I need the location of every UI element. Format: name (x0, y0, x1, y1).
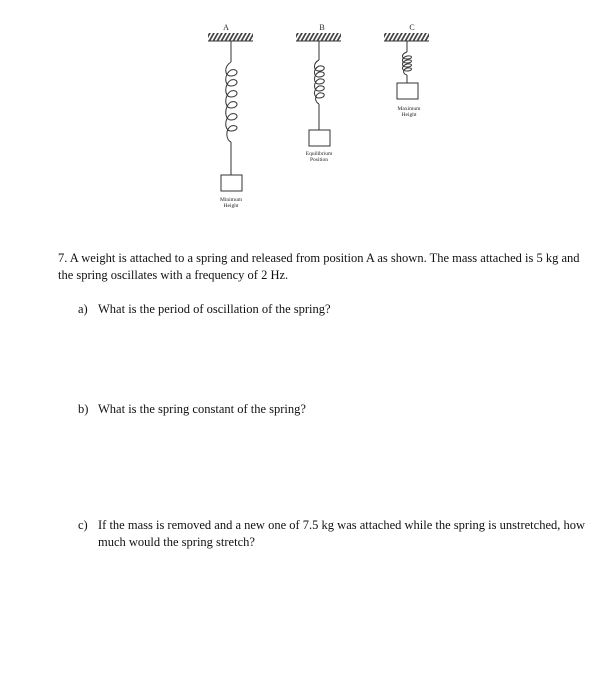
mass-c (397, 83, 418, 99)
ceiling-b-hatch (296, 33, 341, 41)
spring-a-caption-2: Height (223, 203, 239, 209)
spring-a-label: A (223, 23, 229, 32)
question-intro: 7. A weight is attached to a spring and released from position A as shown. The mass attached is 5 kg and the spring oscillates with a frequency of 2 Hz. (58, 251, 580, 282)
spring-a (208, 23, 253, 209)
spring-b (296, 23, 341, 163)
part-c-label: c) (78, 518, 88, 532)
spring-b-caption-2: Position (309, 157, 329, 163)
part-b-text: What is the spring constant of the spring? (98, 402, 306, 416)
spring-c-caption-1: Maximum (397, 106, 421, 112)
spring-a-coil (226, 62, 237, 142)
spring-a-caption-1: Minimum (219, 197, 243, 203)
ceiling-a-hatch (208, 33, 253, 41)
spring-c-label: C (409, 23, 415, 32)
part-b-label: b) (78, 402, 89, 416)
question-part-b (78, 401, 588, 418)
question-part-c (78, 517, 588, 551)
mass-b (309, 130, 330, 146)
spring-b-label: B (319, 23, 325, 32)
mass-a (221, 175, 242, 191)
spring-b-coil (315, 60, 325, 104)
spring-c-caption-2: Height (401, 112, 417, 118)
spring-c-coil (403, 52, 412, 75)
ceiling-c-hatch (384, 33, 429, 41)
part-a-label: a) (78, 302, 88, 316)
question-part-a (78, 301, 588, 318)
spring-b-caption-1: Equilibrium (305, 151, 333, 157)
spring-c (384, 23, 429, 118)
part-c-text: If the mass is removed and a new one of 7.5 kg was attached while the spring is unstretched, how much would the spring stretch? (98, 518, 586, 549)
spring-diagram (0, 0, 609, 240)
part-a-text: What is the period of oscillation of the spring? (98, 302, 331, 316)
